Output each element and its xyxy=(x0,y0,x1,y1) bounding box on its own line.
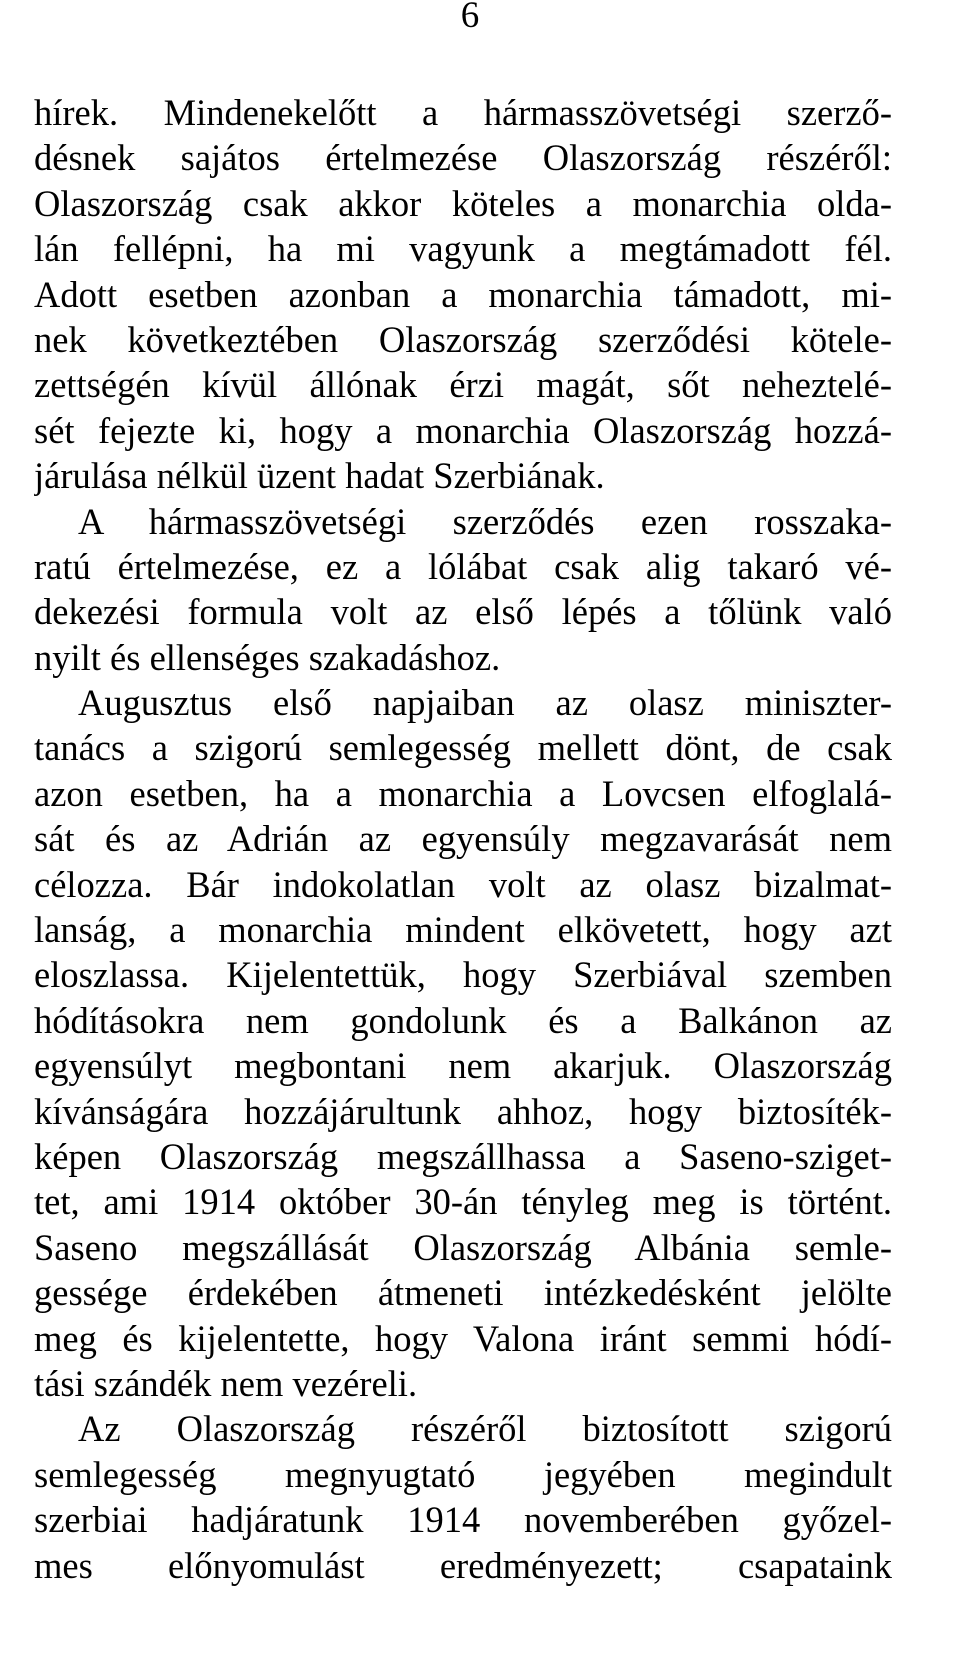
text-line: eloszlassa. Kijelentettük, hogy Szerbiával szemben xyxy=(34,954,892,996)
text-line: nyilt és ellenséges szakadáshoz. xyxy=(34,636,501,678)
text-line: célozza. Bár indokolatlan volt az olasz bizalmat- xyxy=(34,863,892,905)
text-line: Adott esetben azonban a monarchia támadott, mi- xyxy=(34,273,892,315)
text-line: járulása nélkül üzent hadat Szerbiának. xyxy=(34,455,605,497)
text-line: tanács a szigorú semlegesség mellett dönt, de csak xyxy=(34,727,892,769)
text-line: ratú értelmezése, ez a lólábat csak alig takaró vé- xyxy=(34,545,892,587)
text-line: Olaszország csak akkor köteles a monarchia olda- xyxy=(34,182,892,224)
body-text xyxy=(34,90,892,1588)
text-line: tet, ami 1914 október 30-án tényleg meg is történt. xyxy=(34,1181,892,1223)
text-line: sét fejezte ki, hogy a monarchia Olaszország hozzá- xyxy=(34,409,892,451)
text-line: Saseno megszállását Olaszország Albánia semle- xyxy=(34,1226,892,1268)
text-line: désnek sajátos értelmezése Olaszország részéről: xyxy=(34,137,892,179)
text-line: szerbiai hadjáratunk 1914 novemberében győzel- xyxy=(34,1499,892,1541)
text-line: mes előnyomulást eredményezett; csapataink xyxy=(34,1544,892,1586)
text-line: lán fellépni, ha mi vagyunk a megtámadott fél. xyxy=(34,228,892,270)
text-line: lanság, a monarchia mindent elkövetett, hogy azt xyxy=(34,909,892,951)
text-line: Augusztus első napjaiban az olasz miniszter- xyxy=(78,682,892,724)
text-line: nek következtében Olaszország szerződési kötele- xyxy=(34,318,892,360)
text-line: zettségén kívül állónak érzi magát, sőt neheztelé- xyxy=(34,364,892,406)
text-line: egyensúlyt megbontani nem akarjuk. Olaszország xyxy=(34,1045,892,1087)
text-line: azon esetben, ha a monarchia a Lovcsen elfoglalá- xyxy=(34,772,892,814)
text-line: semlegesség megnyugtató jegyében megindult xyxy=(34,1453,892,1495)
page-number: 6 xyxy=(460,0,480,36)
text-line: gessége érdekében átmeneti intézkedésként jelölte xyxy=(34,1272,892,1314)
text-line: hódításokra nem gondolunk és a Balkánon az xyxy=(34,999,892,1041)
text-line: hírek. Mindenekelőtt a hármasszövetségi szerző- xyxy=(34,92,892,133)
text-line: dekezési formula volt az első lépés a tőlünk való xyxy=(34,591,892,633)
text-line: A hármasszövetségi szerződés ezen rosszaka- xyxy=(78,500,892,542)
text-line: képen Olaszország megszállhassa a Saseno-sziget- xyxy=(34,1135,892,1177)
text-line: meg és kijelentette, hogy Valona iránt semmi hódí- xyxy=(34,1317,892,1359)
text-line: kívánságára hozzájárultunk ahhoz, hogy biztosíték- xyxy=(34,1090,892,1132)
text-line: sát és az Adrián az egyensúly megzavarását nem xyxy=(34,818,892,860)
text-line: Az Olaszország részéről biztosított szigorú xyxy=(78,1408,892,1450)
text-line: tási szándék nem vezéreli. xyxy=(34,1362,418,1404)
